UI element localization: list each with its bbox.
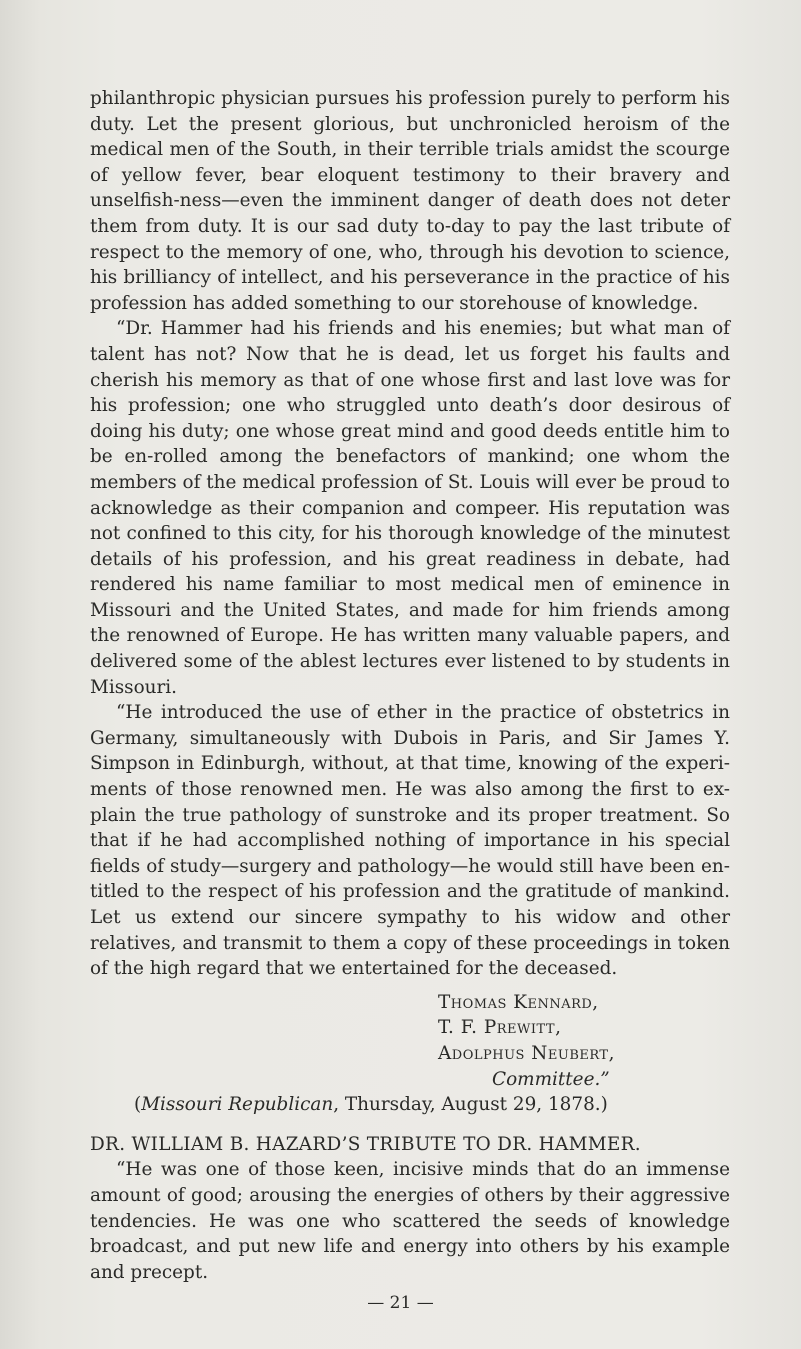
committee-signatures [438, 990, 730, 1092]
signature-committee: Committee.” [492, 1068, 610, 1090]
signature-t-f-prewitt: T. F. Prewitt, [438, 1017, 562, 1039]
signature-adolphus-neubert: Adolphus Neubert, [438, 1042, 615, 1064]
paragraph-heroism: philanthropic physician pursues his profession purely to perform his duty. Let the present glorious, but unchronicled heroism of the medical men of the South, in their terrible trials amidst the scourge of yellow fever, bear eloquent testimony to their bravery and unselfish-ness—even the imminent danger of death does not deter them from duty. It is our sad duty to-day to pay the last tribute of respect to the memory of one, who, through his devotion to science, his brilliancy of intellect, and his perseverance in the practice of his profession has added something to our storehouse of knowledge. [90, 88, 730, 314]
section-heading: DR. WILLIAM B. HAZARD’S TRIBUTE TO DR. HAMMER. [90, 1133, 641, 1155]
paragraph-hammer-friends: “Dr. Hammer had his friends and his enemies; but what man of talent has not? Now that he is dead, let us forget his faults and cherish his memory as that of one whose first and last love was for his profession; one who struggled unto death’s door desirous of doing his duty; one whose great mind and good deeds entitle him to be en-rolled among the benefactors of mankind; one whom the members of the medical profession of St. Louis will ever be proud to acknowledge as their companion and compeer. His reputation was not confined to this city, for his thorough knowledge of the minutest details of his profession, and his great readiness in debate, had rendered his name familiar to most medical men of eminence in Missouri and the United States, and made for him friends among the renowned of Europe. He has written many valuable papers, and delivered some of the ablest lectures ever listened to by students in Missouri. [90, 318, 730, 698]
paragraph-tribute: “He was one of those keen, incisive minds that do an immense amount of good; arousing the energies of others by their aggressive tendencies. He was one who scattered the seeds of knowledge broadcast, and put new life and energy into others by his example and precept. [90, 1159, 730, 1283]
page-number: — 21 — [367, 1293, 434, 1313]
source-open-paren: ( [134, 1094, 142, 1116]
source-publication: Missouri Republican [141, 1094, 334, 1116]
source-citation [134, 1092, 730, 1118]
paragraph-ether: “He introduced the use of ether in the practice of obstetrics in Germany, simultaneously with Dubois in Paris, and Sir James Y. Simpson in Edinburgh, without, at that time, knowing of the experi-ments of those renowned men. He was also among the first to ex-plain the true pathology of sunstroke and its proper treatment. So that if he had accomplished nothing of importance in his special fields of study—surgery and pathology—he would still have been en-titled to the respect of his profession and the gratitude of mankind. Let us extend our sincere sympathy to his widow and other relatives, and transmit to them a copy of these proceedings in token of the high regard that we entertained for the deceased. [90, 702, 730, 980]
source-date: , Thursday, August 29, 1878.) [333, 1094, 608, 1116]
page-body [90, 86, 730, 1285]
signature-thomas-kennard: Thomas Kennard, [438, 991, 599, 1013]
